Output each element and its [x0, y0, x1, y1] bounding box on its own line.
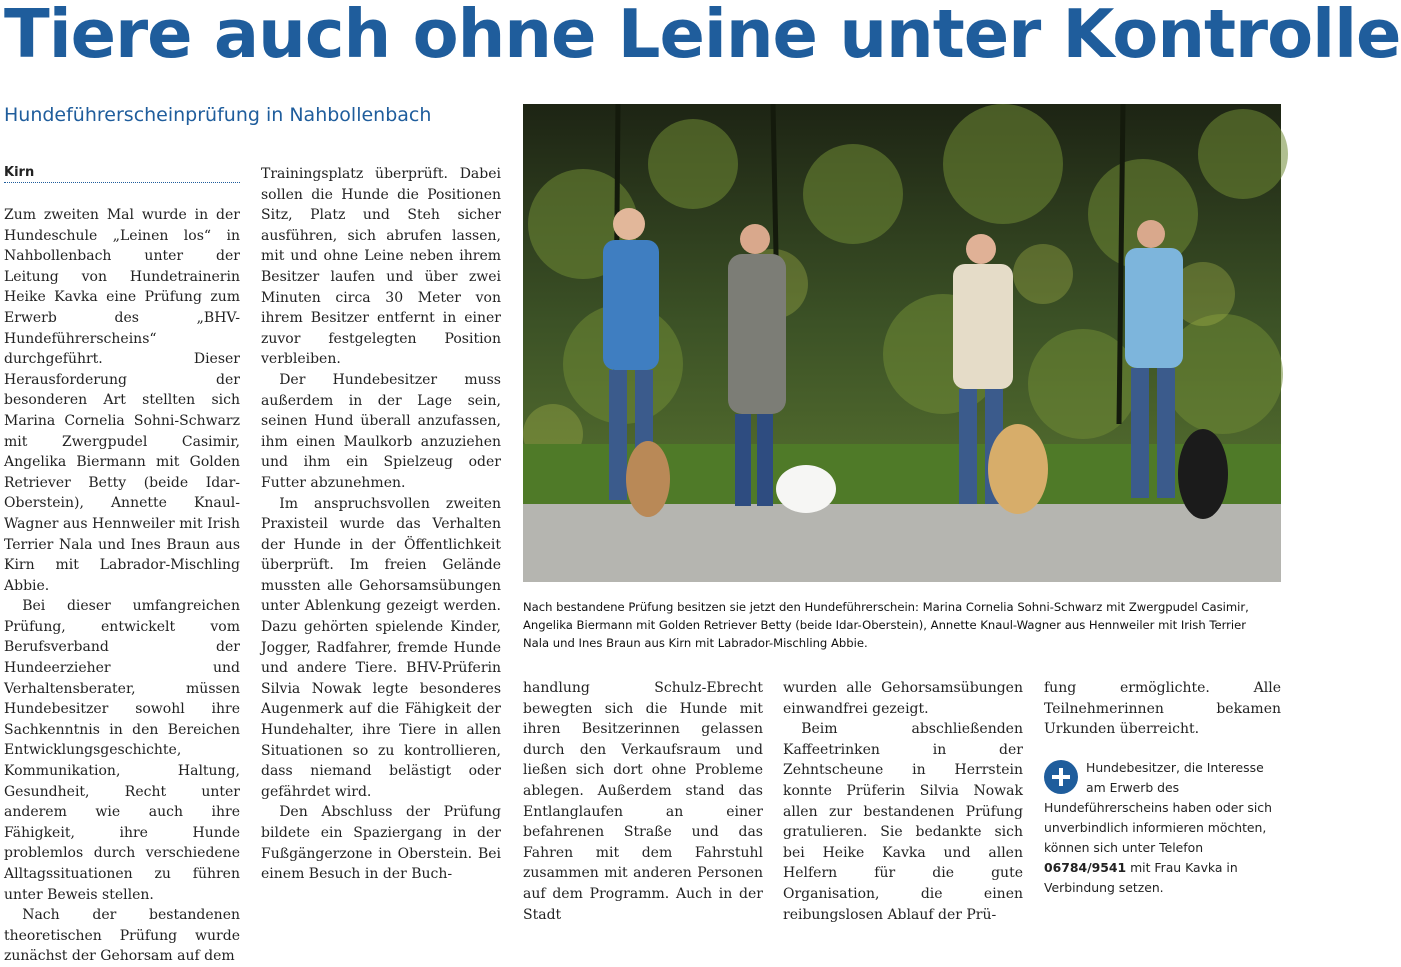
- paragraph: Der Hundebesitzer muss außerdem in der Lage sein, seinen Hund überall anzufassen, ihm einen Maulkorb anzuziehen und ihm ein Spielzeug oder Futter abzunehmen.: [261, 371, 501, 491]
- group-photo: [523, 104, 1281, 582]
- paragraph: Bei dieser umfangreichen Prüfung, entwickelt vom Berufsverband der Hundeerzieher und Verhaltensberater, müssen Hundebesitzer sowohl ihre Sachkenntnis in den Bereichen Entwicklungsgeschichte, Kommunikation, Haltung, Gesundheit, Recht unter anderem wie auch ihre Fähigkeit, ihre Hunde problemlos durch verschiedene Alltagssituationen zu führen unter Beweis stellen.: [4, 598, 240, 903]
- photo-illustration: [523, 104, 1281, 582]
- photo-caption: Nach bestandene Prüfung besitzen sie jetzt den Hundeführerschein: Marina Cornelia Sohni-Schwarz mit Zwergpudel Casimir, Angelika Biermann mit Golden Retriever Betty (beide Idar-Oberstein), Annette Knaul-Wagner aus Hennweiler mit Irish Terrier Nala und Ines Braun aus Kirn mit Labrador-Mischling Abbie.: [523, 600, 1249, 650]
- dateline: Kirn: [4, 165, 240, 183]
- headline: Tiere auch ohne Leine unter Kontrolle: [4, 0, 1401, 73]
- info-box: [1044, 758, 1281, 898]
- paragraph: fung ermöglichte. Alle Teilnehmerinnen bekamen Urkunden überreicht.: [1044, 680, 1281, 738]
- article-column-1: [4, 205, 240, 965]
- subtitle: Hundeführerscheinprüfung in Nahbollenbach: [4, 104, 432, 126]
- paragraph: Trainingsplatz überprüft. Dabei sollen die Hunde die Positionen Sitz, Platz und Steh sicher ausführen, sich abrufen lassen, mit und ohne Leine neben ihrem Besitzer laufen und über zwei Minuten circa 30 Meter von ihrem Besitzer entfernt in einer zuvor festgelegten Position verbleiben.: [261, 166, 501, 368]
- article-column-2: [261, 164, 501, 899]
- paragraph: Nach der bestandenen theoretischen Prüfung wurde zunächst der Gehorsam auf dem: [4, 907, 240, 965]
- plus-circle-icon: [1044, 760, 1078, 794]
- paragraph: handlung Schulz-Ebrecht bewegten sich die Hunde mit ihren Besitzerinnen gelassen durch den Verkaufsraum und ließen sich dort ohne Probleme ablegen. Außerdem stand das Entlanglaufen an einer befahrenen Straße und das Fahren mit dem Fahrstuhl zusammen mit anderen Personen auf dem Programm. Auch in der Stadt: [523, 680, 763, 923]
- article-column-3: [523, 678, 763, 923]
- article-column-4: [783, 678, 1023, 923]
- paragraph: Im anspruchsvollen zweiten Praxisteil wurde das Verhalten der Hunde in der Öffentlichkeit überprüft. Im freien Gelände mussten alle Gehorsamsübungen unter Ablenkung gezeigt werden. Dazu gehörten spielende Kinder, Jogger, Radfahrer, fremde Hunde und andere Tiere. BHV-Prüferin Silvia Nowak legte besonderes Augenmerk auf die Fähigkeit der Hundehalter, ihre Tiere in allen Situationen so zu kontrollieren, dass niemand belästigt oder gefährdet wird.: [261, 495, 501, 800]
- paragraph: wurden alle Gehorsamsübungen einwandfrei gezeigt.: [783, 680, 1023, 717]
- paragraph: Den Abschluss der Prüfung bildete ein Spaziergang in der Fußgängerzone in Oberstein. Bei einem Besuch in der Buch-: [261, 804, 501, 883]
- phone-number: 06784/9541: [1044, 860, 1127, 875]
- paragraph: Beim abschließenden Kaffeetrinken in der Zehntscheune in Herrstein konnte Prüferin Silvia Nowak allen zur bestandenen Prüfung gratulieren. Sie bedankte sich bei Heike Kavka und allen Helfern für die gute Organisation, die einen reibungslosen Ablauf der Prü-: [783, 721, 1023, 923]
- info-text-end: mit Frau Kavka in Verbindung setzen.: [1044, 860, 1238, 895]
- info-text: Hundebesitzer, die Interesse am Erwerb des Hundeführerscheins haben oder sich unverbindlich informieren möchten, können sich unter Telefon: [1044, 760, 1272, 855]
- paragraph: Zum zweiten Mal wurde in der Hundeschule „Leinen los“ in Nahbollenbach unter der Leitung von Hundetrainerin Heike Kavka eine Prüfung zum Erwerb des „BHV-Hundeführerscheins“ durchgeführt. Dieser Herausforderung der besonderen Art stellten sich Marina Cornelia Sohni-Schwarz mit Zwergpudel Casimir, Angelika Biermann mit Golden Retriever Betty (beide Idar-Oberstein), Annette Knaul-Wagner aus Hennweiler mit Irish Terrier Nala und Ines Braun aus Kirn mit Labrador-Mischling Abbie.: [4, 207, 240, 594]
